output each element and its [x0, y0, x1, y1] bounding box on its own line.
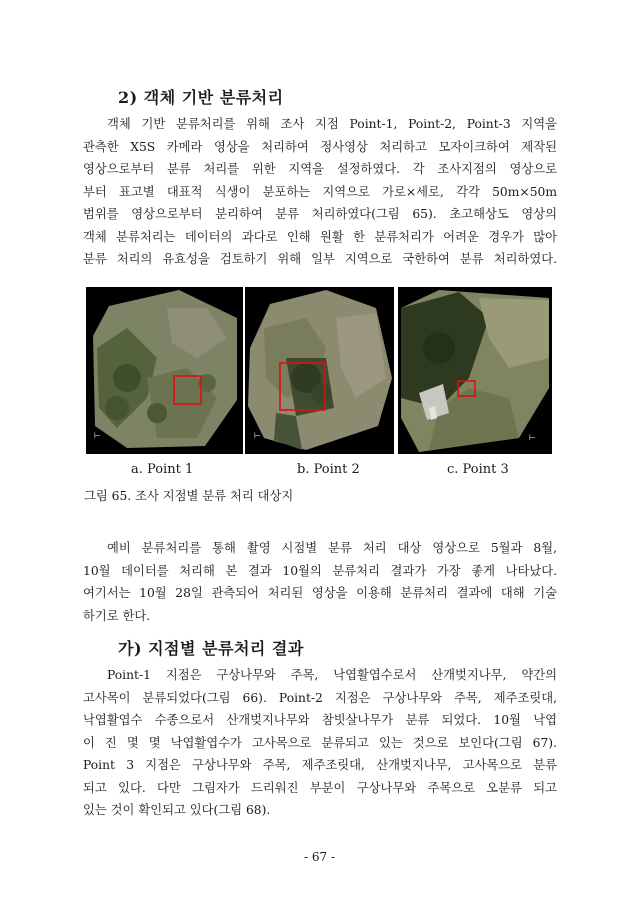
aerial-photo-point-1	[86, 287, 243, 454]
paragraph-3	[83, 664, 557, 822]
paragraph-line: Point-1 지점은 구상나무와 주목, 낙엽활엽수로서 산개벚지나무, 약간의	[107, 668, 557, 682]
svg-text:⊢: ⊢	[94, 431, 101, 440]
paragraph-1	[83, 113, 557, 271]
photo-caption-c: c. Point 3	[447, 462, 509, 477]
paragraph-line: 예비 분류처리를 통해 촬영 시점별 분류 처리 대상 영상으로 5월과 8월,	[107, 541, 557, 555]
svg-text:⊢: ⊢	[254, 431, 261, 440]
paragraph-line: 있는 것이 확인되고 있다(그림 68).	[83, 803, 271, 817]
paragraph-line: 여기서는 10월 28일 관측되어 처리된 영상을 이용해 분류처리 결과에 대해 기술	[83, 586, 557, 600]
svg-text:⊢: ⊢	[529, 433, 536, 442]
paragraph-line: 되고 있다. 다만 그림자가 드리워진 부분이 구상나무와 주목으로 오분류 되고	[83, 780, 557, 795]
paragraph-line: Point 3 지점은 구상나무와 주목, 제주조릿대, 산개벚지나무, 고사목으로 분류	[83, 758, 557, 772]
paragraph-line: 부터 표고별 대표적 식생이 분포하는 지역으로 가로×세로, 각각 50m×50m	[83, 184, 557, 199]
paragraph-line: 10월 데이터를 처리해 본 결과 10월의 분류처리 결과가 가장 좋게 나타났다.	[83, 563, 557, 578]
section-heading: 2) 객체 기반 분류처리	[118, 88, 284, 107]
photo-caption-a: a. Point 1	[131, 462, 194, 477]
paragraph-line: 고사목이 분류되었다(그림 66). Point-2 지점은 구상나무와 주목, 제주조릿대,	[83, 690, 557, 705]
paragraph-2	[83, 537, 557, 627]
page-number: - 67 -	[303, 850, 335, 864]
aerial-photo-point-2	[245, 287, 394, 454]
photo-caption-b: b. Point 2	[297, 462, 360, 477]
paragraph-line: 객체 기반 분류처리를 위해 조사 지점 Point-1, Point-2, Point-3 지역을	[107, 117, 557, 131]
paragraph-line: 범위를 영상으로부터 분리하여 분류 처리하였다(그림 65). 초고해상도 영상의	[83, 207, 557, 221]
subsection-heading: 가) 지점별 분류처리 결과	[118, 639, 304, 658]
paragraph-line: 분류 처리의 유효성을 검토하기 위해 일부 지역으로 국한하여 분류 처리하였다.	[83, 252, 557, 266]
paragraph-line: 이 진 몇 몇 낙엽활엽수가 고사목으로 분류되고 있는 것으로 보인다(그림 67).	[83, 735, 557, 750]
aerial-photo-point-3	[398, 287, 552, 454]
paragraph-line: 낙엽활엽수 수종으로서 산개벚지나무와 참빗살나무가 분류 되었다. 10월 낙엽	[83, 713, 557, 727]
paragraph-line: 객체 분류처리는 데이터의 과다로 인해 원활 한 분류처리가 어려운 경우가 많아	[83, 229, 557, 244]
figure-caption: 그림 65. 조사 지점별 분류 처리 대상지	[84, 489, 294, 503]
paragraph-line: 영상으로부터 분류 처리를 위한 지역을 설정하였다. 각 조사지점의 영상으로	[83, 162, 557, 176]
paragraph-line: 하기로 한다.	[83, 608, 151, 623]
paragraph-line: 관측한 X5S 카메라 영상을 처리하여 정사영상 처리하고 모자이크하여 제작된	[83, 139, 557, 154]
